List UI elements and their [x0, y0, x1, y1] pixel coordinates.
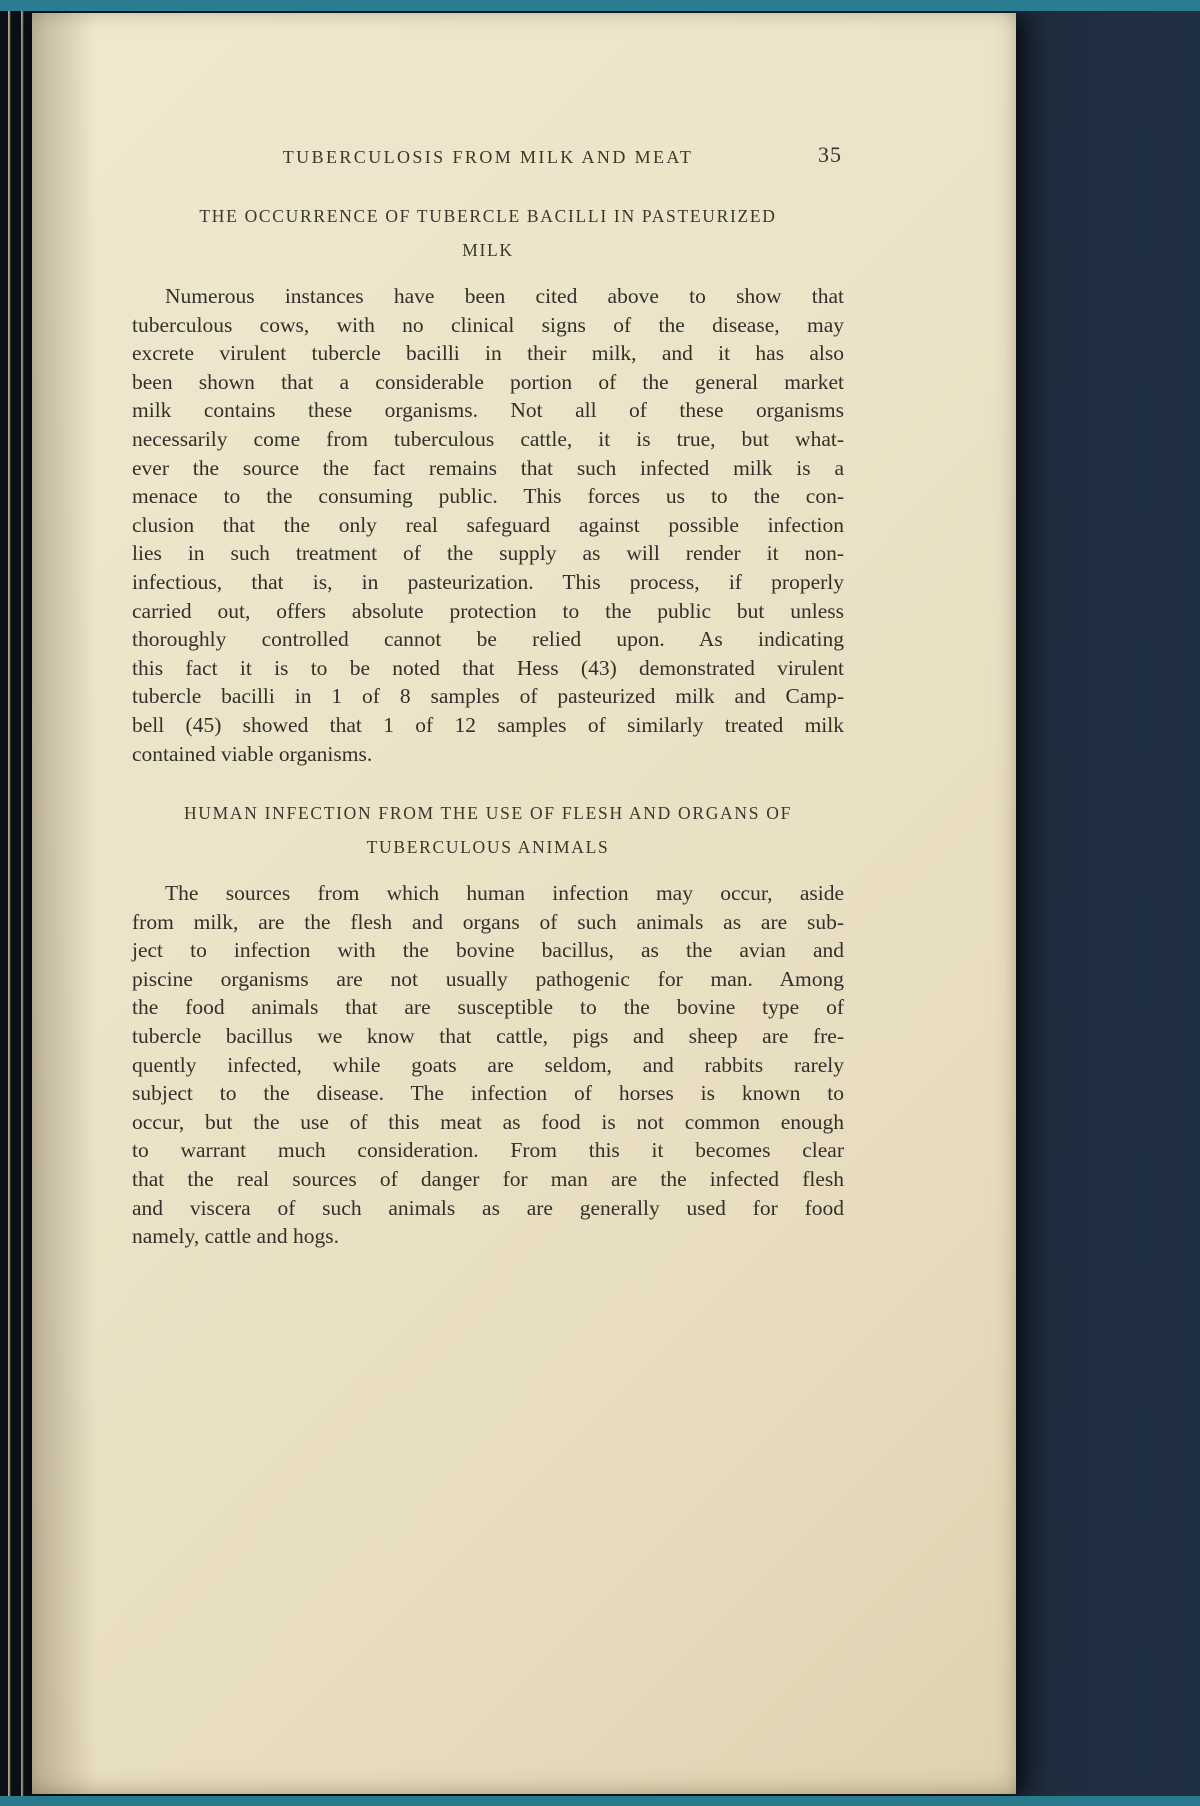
text-line: and viscera of such animals as are generally used for food	[132, 1195, 844, 1220]
text-line: tuberculous cows, with no clinical signs of the disease, may	[132, 312, 844, 337]
text-line: infectious, that is, in pasteurization. This process, if properly	[132, 569, 844, 594]
running-header	[132, 142, 844, 175]
text-line: ject to infection with the bovine bacillus, as the avian and	[132, 938, 844, 963]
book-cover-bottom-band	[0, 1796, 1200, 1806]
section1-heading-line1: THE OCCURRENCE OF TUBERCLE BACILLI IN PASTEURIZED	[199, 206, 777, 226]
section2-heading	[132, 796, 844, 864]
book-page	[32, 13, 1016, 1794]
text-line: lies in such treatment of the supply as will render it non-	[132, 541, 844, 566]
book-spine-page-edges	[2, 11, 32, 1797]
text-line: that the real sources of danger for man are the infected flesh	[132, 1167, 844, 1192]
text-line: bell (45) showed that 1 of 12 samples of similarly treated milk	[132, 712, 844, 737]
section2-paragraph	[132, 879, 844, 1251]
text-line: Numerous instances have been cited above to show that	[165, 284, 844, 308]
text-line: subject to the disease. The infection of horses is known to	[132, 1081, 844, 1106]
section1-heading	[132, 199, 844, 267]
text-line: occur, but the use of this meat as food is not common enough	[132, 1109, 844, 1134]
section1-paragraph	[132, 282, 844, 768]
text-line: been shown that a considerable portion of the general market	[132, 369, 844, 394]
text-line: ever the source the fact remains that such infected milk is a	[132, 455, 844, 480]
section2-heading-line2: TUBERCULOUS ANIMALS	[366, 837, 610, 858]
section2-heading-line1: HUMAN INFECTION FROM THE USE OF FLESH AND ORGANS OF	[183, 803, 793, 824]
page-number: 35	[818, 142, 842, 167]
section-gap	[132, 768, 844, 796]
text-line: tubercle bacillus we know that cattle, pigs and sheep are fre-	[132, 1024, 844, 1049]
text-line: piscine organisms are not usually pathogenic for man. Among	[132, 966, 844, 991]
text-line: necessarily come from tuberculous cattle, it is true, but what-	[132, 426, 844, 451]
text-line: tubercle bacilli in 1 of 8 samples of pasteurized milk and Camp-	[132, 684, 844, 709]
section1-heading-line2: MILK	[462, 240, 514, 260]
running-header-title: TUBERCULOSIS FROM MILK AND MEAT	[282, 147, 694, 167]
text-line: the food animals that are susceptible to the bovine type of	[132, 995, 844, 1020]
text-line: clusion that the only real safeguard against possible infection	[132, 512, 844, 537]
text-line: to warrant much consideration. From this it becomes clear	[132, 1138, 844, 1163]
text-line: from milk, are the flesh and organs of such animals as are sub-	[132, 909, 844, 934]
book-cover-top-band	[0, 0, 1200, 11]
text-line: contained viable organisms.	[132, 741, 373, 766]
text-line: milk contains these organisms. Not all of these organisms	[132, 398, 844, 423]
text-line: The sources from which human infection may occur, aside	[165, 881, 844, 906]
text-line: thoroughly controlled cannot be relied upon. As indicating	[132, 627, 844, 652]
text-line: this fact it is to be noted that Hess (43) demonstrated virulent	[132, 655, 844, 680]
text-line: excrete virulent tubercle bacilli in their milk, and it has also	[132, 341, 844, 366]
page-content	[132, 142, 844, 1251]
text-line: namely, cattle and hogs.	[132, 1224, 339, 1249]
text-line: quently infected, while goats are seldom, and rabbits rarely	[132, 1052, 844, 1077]
text-line: menace to the consuming public. This forces us to the con-	[132, 484, 844, 509]
text-line: carried out, offers absolute protection to the public but unless	[132, 598, 844, 623]
